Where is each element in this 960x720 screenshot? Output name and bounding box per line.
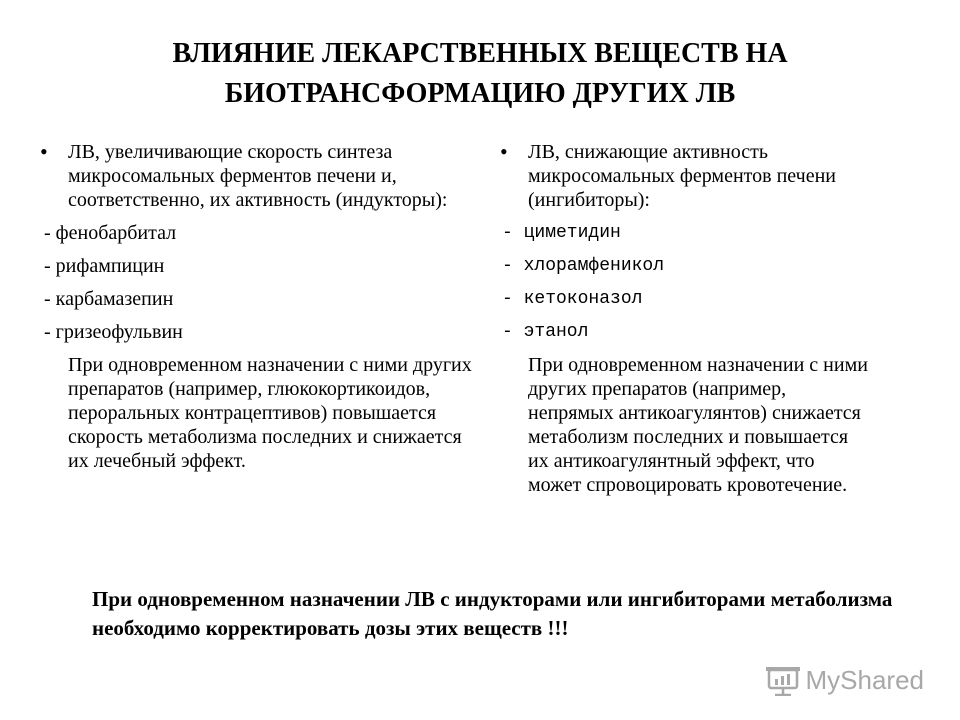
drug-item: - хлорамфеникол [502,256,665,276]
inhibitors-heading: ЛВ, снижающие активность микросомальных ферментов печени (ингибиторы): [528,141,836,211]
inducers-bullet [40,140,475,212]
drug-item: - рифампицин [44,255,165,277]
drug-item: - гризеофульвин [44,321,183,343]
inhibitors-bullet [500,140,870,212]
drug-item: - циметидин [502,223,621,243]
watermark-text: MyShared [805,665,924,695]
conclusion-text: При одновременном назначении ЛВ с индукторами или ингибиторами метаболизма необходимо корректировать дозы этих веществ !!! [92,587,893,640]
drug-item: - кетоконазол [502,289,643,309]
title-line-2: БИОТРАНСФОРМАЦИЮ ДРУГИХ ЛВ [224,78,736,109]
inhibitors-note: При одновременном назначении с ними других препаратов (например, непрямых антикоагулянтов) снижается метаболизм последних и повышается их антикоагулянтный эффект, что может спровоцировать кровотечение. [528,354,868,496]
slide-title [60,34,900,114]
bullet-dot: • [500,139,508,164]
title-line-1: ВЛИЯНИЕ ЛЕКАРСТВЕННЫХ ВЕЩЕСТВ НА [172,38,788,69]
presentation-icon [766,666,800,696]
drug-item: - этанол [502,322,589,342]
bullet-dot: • [40,139,48,164]
inducers-note: При одновременном назначении с ними других препаратов (например, глюкокортикоидов, пероральных контрацептивов) повышается скорость метаболизма последних и снижается их лечебный эффект. [68,354,472,472]
drug-item: - фенобарбитал [44,222,177,244]
watermark [766,665,925,696]
inducers-column [40,140,475,473]
drug-item: - карбамазепин [44,288,174,310]
inhibitors-column [500,140,870,497]
inducers-heading: ЛВ, увеличивающие скорость синтеза микросомальных ферментов печени и, соответственно, их активность (индукторы): [68,141,448,211]
